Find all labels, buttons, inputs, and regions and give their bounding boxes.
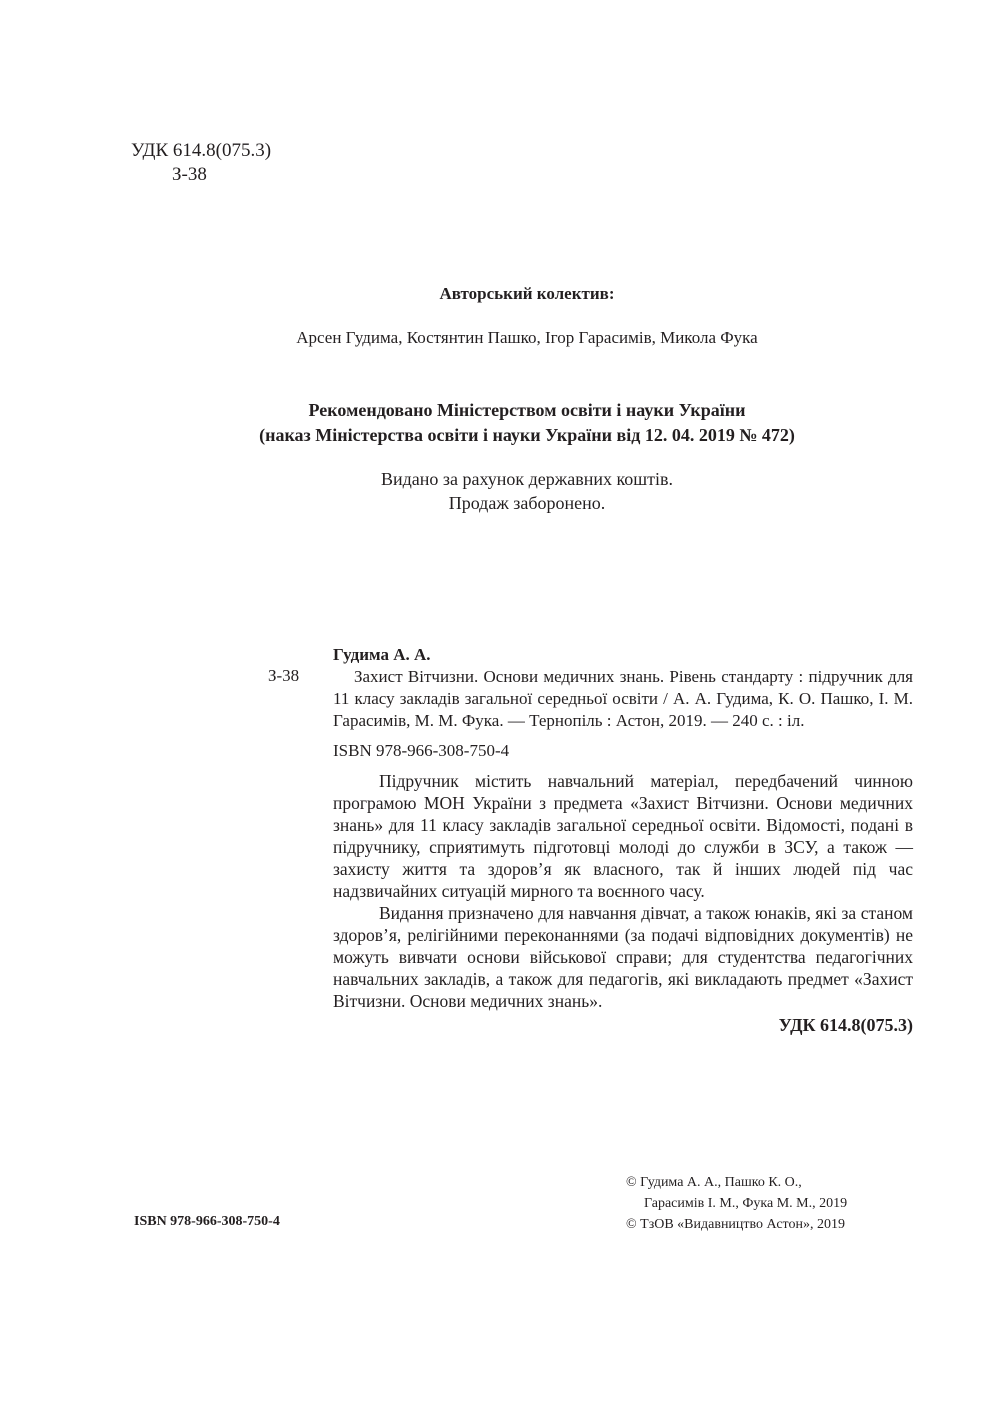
annotation-paragraph-1: Підручник містить навчальний матеріал, передбачений чинною програмою МОН України з предмета «Захист Вітчизни. Основи медичних знань» для 11 класу закладів загальної середньої освіти. Відомості, подані в підручнику, сприятимуть підготовці молоді до служби в ЗСУ, а також — захисту життя та здоров’я як власного, так й інших людей під час надзвичайних ситуацій мирного та воєнного часу. (333, 771, 913, 901)
recommendation-line-1: Рекомендовано Міністерством освіти і науки України (308, 400, 746, 420)
copyright-line-2: Гарасимів І. М., Фука М. М., 2019 (644, 1196, 848, 1211)
copyright-block (626, 1172, 847, 1235)
udk-code: УДК 614.8(075.3) (131, 140, 272, 161)
bibliographic-record (333, 644, 913, 1036)
recommendation-line-2: (наказ Міністерства освіти і науки України від 12. 04. 2019 № 472) (259, 425, 795, 445)
bibliographic-author-mark: З-38 (268, 666, 300, 685)
funding-line-2: Продаж заборонено. (448, 493, 606, 513)
annotation-paragraph-2: Видання призначено для навчання дівчат, а також юнаків, які за станом здоров’я, релігійними переконаннями (за подачі відповідних документів) не можуть вивчати основи військової справи; для студентства педагогічних навчальних закладів, а також для педагогів, які викладають предмет «Захист Вітчизни. Основи медичних знань». (333, 903, 913, 1011)
author-mark: З-38 (172, 164, 207, 185)
authors-heading: Авторський колектив: (439, 284, 615, 303)
bibliographic-udk: УДК 614.8(075.3) (778, 1015, 913, 1035)
bibliographic-entry: Захист Вітчизни. Основи медичних знань. Рівень стандарту : підручник для 11 класу закладів загальної середньої освіти / А. А. Гудима, К. О. Пашко, І. М. Гарасимів, М. М. Фука. — Тернопіль : Астон, 2019. — 240 с. : іл. (333, 667, 913, 730)
ministry-recommendation (0, 398, 997, 448)
udk-classification (131, 139, 271, 187)
copyright-line-1: © Гудима А. А., Пашко К. О., (626, 1175, 802, 1190)
copyright-line-3: © ТзОВ «Видавництво Астон», 2019 (626, 1217, 845, 1232)
annotation (333, 770, 913, 1012)
isbn-footer: ISBN 978-966-308-750-4 (134, 1214, 280, 1229)
funding-notice (0, 467, 997, 515)
funding-line-1: Видано за рахунок державних коштів. (380, 469, 674, 489)
bibliographic-isbn: ISBN 978-966-308-750-4 (333, 741, 510, 760)
authors-list: Арсен Гудима, Костянтин Пашко, Ігор Гарасимів, Микола Фука (296, 328, 758, 347)
bibliographic-author: Гудима А. А. (333, 645, 431, 664)
